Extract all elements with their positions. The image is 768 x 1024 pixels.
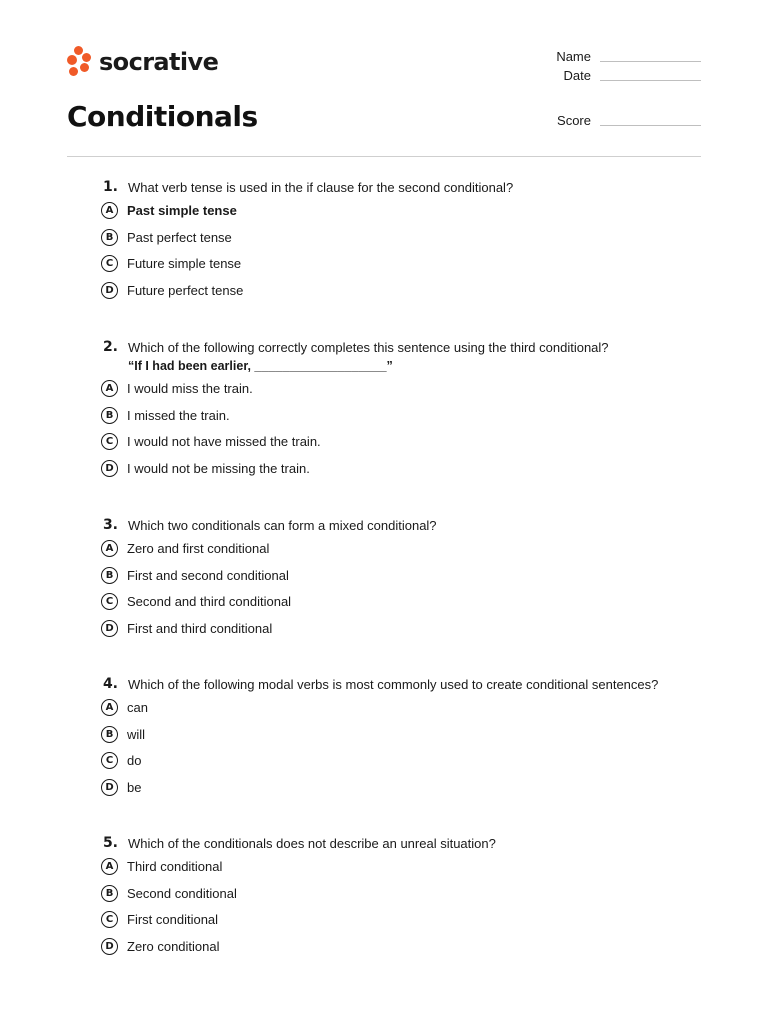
- option-letter-a[interactable]: A: [101, 540, 118, 557]
- question-text: What verb tense is used in the if clause for the second conditional?: [128, 180, 514, 195]
- question-text: Which of the following modal verbs is most commonly used to create conditional sentences?: [128, 677, 659, 692]
- date-label: Date: [563, 68, 591, 83]
- option-b[interactable]: [100, 880, 720, 907]
- option-letter-c[interactable]: C: [101, 255, 118, 272]
- option-d[interactable]: [100, 455, 720, 482]
- option-a[interactable]: [100, 694, 720, 721]
- socrative-logo-icon: [67, 46, 93, 78]
- option-b[interactable]: [100, 224, 720, 251]
- option-letter-a[interactable]: A: [101, 858, 118, 875]
- question-number: 4.: [102, 676, 118, 692]
- option-a[interactable]: [100, 197, 720, 224]
- option-text: I would not be missing the train.: [127, 460, 310, 476]
- option-letter-d[interactable]: D: [101, 282, 118, 299]
- option-b[interactable]: [100, 562, 720, 589]
- option-text: Future perfect tense: [127, 282, 244, 298]
- option-text: I would not have missed the train.: [127, 434, 321, 450]
- question-number: 5.: [102, 835, 118, 851]
- question-2: [100, 339, 720, 482]
- option-letter-b[interactable]: B: [101, 567, 118, 584]
- socrative-logo: [67, 45, 218, 79]
- question-3: [100, 517, 720, 642]
- question-text: Which of the conditionals does not describe an unreal situation?: [128, 836, 496, 851]
- option-letter-d[interactable]: D: [101, 620, 118, 637]
- option-c[interactable]: [100, 428, 720, 455]
- score-line[interactable]: [600, 124, 701, 126]
- option-letter-a[interactable]: A: [101, 202, 118, 219]
- option-letter-d[interactable]: D: [101, 938, 118, 955]
- option-letter-b[interactable]: B: [101, 407, 118, 424]
- option-text: Zero conditional: [127, 938, 220, 954]
- option-letter-a[interactable]: A: [101, 699, 118, 716]
- option-d[interactable]: [100, 774, 720, 801]
- option-letter-d[interactable]: D: [101, 779, 118, 796]
- name-field[interactable]: [551, 49, 701, 64]
- header-divider: [67, 156, 701, 157]
- option-text: Past simple tense: [127, 202, 237, 218]
- option-c[interactable]: [100, 588, 720, 615]
- question-text: Which two conditionals can form a mixed conditional?: [128, 518, 437, 533]
- option-c[interactable]: [100, 250, 720, 277]
- option-text: Third conditional: [127, 858, 223, 874]
- option-text: Future simple tense: [127, 256, 242, 272]
- option-letter-b[interactable]: B: [101, 885, 118, 902]
- question-1: [100, 179, 720, 304]
- option-b[interactable]: [100, 402, 720, 429]
- date-line[interactable]: [600, 79, 701, 81]
- brand-name: socrative: [99, 48, 219, 76]
- date-field[interactable]: [551, 68, 701, 83]
- page-title: Conditionals: [67, 100, 258, 133]
- question-number: 3.: [102, 517, 118, 533]
- question-4: [100, 676, 720, 801]
- option-letter-b[interactable]: B: [101, 726, 118, 743]
- option-a[interactable]: [100, 535, 720, 562]
- option-b[interactable]: [100, 721, 720, 748]
- option-text: do: [127, 753, 142, 769]
- score-label: Score: [557, 113, 591, 128]
- option-c[interactable]: [100, 747, 720, 774]
- option-letter-c[interactable]: C: [101, 593, 118, 610]
- option-d[interactable]: [100, 277, 720, 304]
- option-text: Zero and first conditional: [127, 540, 270, 556]
- option-text: Second and third conditional: [127, 594, 292, 610]
- question-number: 1.: [102, 179, 118, 195]
- option-text: Past perfect tense: [127, 229, 232, 245]
- option-text: be: [127, 779, 142, 795]
- option-d[interactable]: [100, 615, 720, 642]
- option-letter-b[interactable]: B: [101, 229, 118, 246]
- option-text: can: [127, 699, 148, 715]
- option-a[interactable]: [100, 853, 720, 880]
- option-text: will: [127, 726, 146, 742]
- name-label: Name: [556, 49, 591, 64]
- option-letter-c[interactable]: C: [101, 752, 118, 769]
- question-number: 2.: [102, 339, 118, 355]
- option-text: First and second conditional: [127, 567, 289, 583]
- option-c[interactable]: [100, 906, 720, 933]
- worksheet-header: [0, 0, 768, 160]
- option-letter-c[interactable]: C: [101, 911, 118, 928]
- option-letter-d[interactable]: D: [101, 460, 118, 477]
- option-text: First and third conditional: [127, 620, 273, 636]
- option-text: First conditional: [127, 912, 219, 928]
- question-5: [100, 835, 720, 960]
- option-text: I would miss the train.: [127, 380, 253, 396]
- option-text: Second conditional: [127, 885, 237, 901]
- option-text: I missed the train.: [127, 407, 230, 423]
- score-field[interactable]: [551, 113, 701, 128]
- question-text: Which of the following correctly completes this sentence using the third conditional?: [128, 340, 609, 355]
- option-d[interactable]: [100, 933, 720, 960]
- option-letter-c[interactable]: C: [101, 433, 118, 450]
- option-a[interactable]: [100, 375, 720, 402]
- name-line[interactable]: [600, 60, 701, 62]
- option-letter-a[interactable]: A: [101, 380, 118, 397]
- question-sentence: “If I had been earlier, ___________________”: [128, 359, 393, 373]
